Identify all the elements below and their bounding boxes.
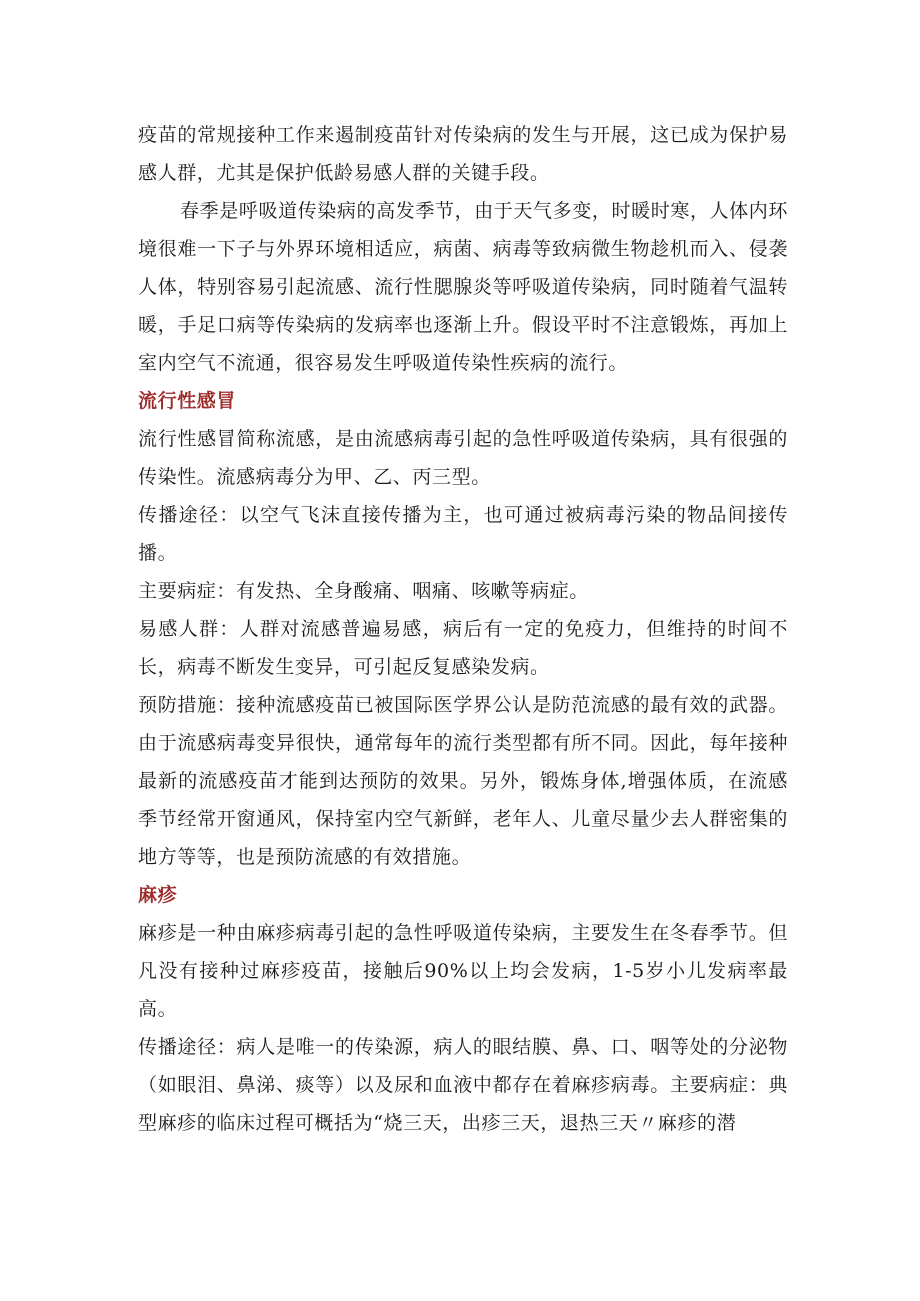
- document-body: [138, 116, 788, 1142]
- paragraph-vaccine-intro: 疫苗的常规接种工作来遏制疫苗针对传染病的发生与开展，这已成为保护易感人群，尤其是保护低龄易感人群的关键手段。: [138, 124, 788, 184]
- paragraph-influenza-symptoms: 主要病症：有发热、全身酸痛、咽痛、咳嗽等病症。: [138, 580, 589, 602]
- paragraph-influenza-transmission: 传播途径：以空气飞沫直接传播为主，也可通过被病毒污染的物品间接传播。: [138, 504, 788, 564]
- section-heading-measles: 麻疹: [138, 884, 178, 906]
- paragraph-measles-definition: 麻疹是一种由麻疹病毒引起的急性呼吸道传染病，主要发生在冬春季节。但凡没有接种过麻疹疫苗，接触后90%以上均会发病，1-5岁小儿发病率最高。: [138, 922, 788, 1020]
- section-heading-influenza: 流行性感冒: [138, 390, 237, 412]
- paragraph-influenza-susceptible: 易感人群：人群对流感普遍易感，病后有一定的免疫力，但维持的时间不长，病毒不断发生变异，可引起反复感染发病。: [138, 618, 788, 678]
- paragraph-influenza-definition: 流行性感冒简称流感，是由流感病毒引起的急性呼吸道传染病，具有很强的传染性。流感病毒分为甲、乙、丙三型。: [138, 428, 788, 488]
- paragraph-influenza-prevention: 预防措施：接种流感疫苗已被国际医学界公认是防范流感的最有效的武器。由于流感病毒变异很快，通常每年的流行类型都有所不同。因此，每年接种最新的流感疫苗才能到达预防的效果。另外，锻炼身体,增强体质，在流感季节经常开窗通风，保持室内空气新鲜，老年人、儿童尽量少去人群密集的地方等等，也是预防流感的有效措施。: [138, 694, 788, 868]
- paragraph-measles-transmission: 传播途径：病人是唯一的传染源，病人的眼结膜、鼻、口、咽等处的分泌物（如眼泪、鼻涕、痰等）以及尿和血液中都存在着麻疹病毒。主要病症：典型麻疹的临床过程可概括为“烧三天，出疹三天，退热三天〃麻疹的潜: [138, 1036, 788, 1134]
- paragraph-spring-respiratory: 春季是呼吸道传染病的高发季节，由于天气多变，时暖时寒，人体内环境很难一下子与外界环境相适应，病菌、病毒等致病微生物趁机而入、侵袭人体，特别容易引起流感、流行性腮腺炎等呼吸道传染病，同时随着气温转暖，手足口病等传染病的发病率也逐渐上升。假设平时不注意锻炼，再加上室内空气不流通，很容易发生呼吸道传染性疾病的流行。: [138, 200, 788, 374]
